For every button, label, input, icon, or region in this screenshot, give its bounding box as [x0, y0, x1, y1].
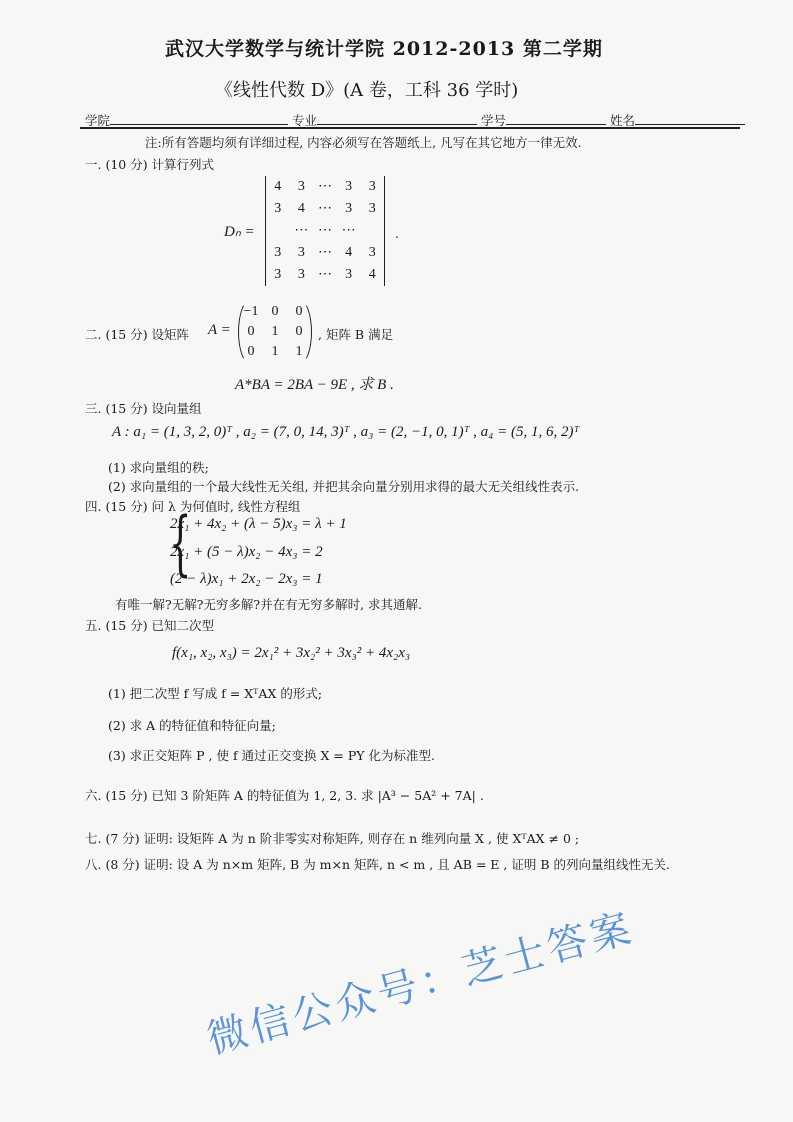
q4-eq2: 2x₁ + (5 − λ)x₂ − 4x₃ = 2	[170, 544, 323, 560]
q1-period: .	[395, 226, 399, 241]
field-major: 专业	[292, 113, 318, 128]
matrix-cell: 3	[297, 245, 305, 260]
matrix-cell: 4	[274, 179, 282, 194]
matrix-cell: 1	[295, 344, 303, 359]
q2-lhs: A =	[208, 322, 231, 338]
matrix-cell	[360, 220, 384, 242]
matrix-cell: 4	[368, 267, 376, 282]
q4-heading: 四. (15 分) 问 λ 为何值时, 线性方程组	[85, 499, 301, 514]
q1-heading: 一. (10 分) 计算行列式	[85, 157, 215, 172]
matrix-cell: 1	[271, 324, 279, 339]
field-id: 学号	[481, 113, 507, 128]
exam-note: 注:所有答题均须有详细过程, 内容必须写在答题纸上, 凡写在其它地方一律无效.	[145, 135, 582, 150]
q3-part1: (1) 求向量组的秩;	[108, 460, 209, 475]
matrix-cell: 3	[368, 201, 376, 216]
matrix-cell: 1	[271, 344, 279, 359]
matrix-cell: ⋯	[317, 245, 332, 260]
matrix-cell: 3	[345, 179, 353, 194]
q1-lhs: Dₙ =	[224, 224, 255, 240]
header-divider	[80, 127, 740, 129]
q6: 六. (15 分) 已知 3 阶矩阵 A 的特征值为 1, 2, 3. 求 |A³ − 5A² + 7A| .	[85, 788, 484, 803]
matrix-cell: ⋯	[317, 223, 332, 238]
matrix-cell: ⋯	[317, 179, 332, 194]
field-name: 姓名	[610, 113, 636, 128]
matrix-cell: ⋯	[294, 223, 309, 238]
q3-vectors: A : a₁ = (1, 3, 2, 0)ᵀ , a₂ = (7, 0, 14, 3)ᵀ , a₃ = (2, −1, 0, 1)ᵀ , a₄ = (5, 1, 6, 2)ᵀ	[112, 424, 580, 440]
matrix-cell: 0	[295, 304, 303, 319]
q5-part1: (1) 把二次型 f 写成 f = XᵀAX 的形式;	[108, 686, 323, 701]
matrix-cell: 0	[271, 304, 279, 319]
q4-question: 有唯一解?无解?无穷多解?并在有无穷多解时, 求其通解.	[115, 597, 423, 612]
matrix-a	[238, 300, 312, 364]
matrix-cell: 3	[274, 201, 282, 216]
q5-heading: 五. (15 分) 已知二次型	[85, 618, 215, 633]
q2-heading: 二. (15 分) 设矩阵	[85, 327, 190, 342]
matrix-cell: 4	[345, 245, 353, 260]
q4-eq3: (2 − λ)x₁ + 2x₂ − 2x₃ = 1	[170, 571, 323, 587]
matrix-cell: 3	[345, 201, 353, 216]
matrix-cell: 3	[368, 245, 376, 260]
q7: 七. (7 分) 证明: 设矩阵 A 为 n 阶非零实对称矩阵, 则存在 n 维列向量 X , 使 XᵀAX ≠ 0 ;	[85, 831, 580, 846]
field-college: 学院	[85, 113, 111, 128]
q8: 八. (8 分) 证明: 设 A 为 n×m 矩阵, B 为 m×n 矩阵, n < m , 且 AB = E , 证明 B 的列向量组线性无关.	[85, 857, 670, 872]
course-subtitle: 《线性代数 D》(A 卷，工科 36 学时)	[215, 80, 519, 101]
watermark: 微信公众号：芝士答案	[202, 904, 640, 1064]
q5-part2: (2) 求 A 的特征值和特征向量;	[108, 718, 276, 733]
matrix-cell: ⋯	[317, 267, 332, 282]
matrix-cell: 3	[274, 245, 282, 260]
system-brace: {	[169, 502, 192, 584]
q4-eq1: 2x₁ + 4x₂ + (λ − 5)x₃ = λ + 1	[170, 516, 347, 532]
q3-part2: (2) 求向量组的一个最大线性无关组, 并把其余向量分别用求得的最大无关组线性表示.	[108, 479, 580, 494]
matrix-cell: ⋯	[341, 223, 356, 238]
q5-part3: (3) 求正交矩阵 P , 使 f 通过正交变换 X = PY 化为标准型.	[108, 748, 435, 763]
matrix-cell: 3	[297, 179, 305, 194]
matrix-cell: ⋯	[317, 201, 332, 216]
matrix-cell: 3	[297, 267, 305, 282]
matrix-cell	[266, 220, 290, 242]
matrix-cell: 3	[274, 267, 282, 282]
determinant	[265, 176, 385, 286]
q5-quadratic-form: f(x₁, x₂, x₃) = 2x₁² + 3x₂² + 3x₃² + 4x₂x₃	[172, 645, 411, 661]
q3-heading: 三. (15 分) 设向量组	[85, 401, 202, 416]
q2-equation: A*BA = 2BA − 9E , 求 B .	[235, 377, 394, 393]
matrix-cell: 3	[368, 179, 376, 194]
matrix-cell: −1	[243, 304, 259, 319]
matrix-cell: 0	[295, 324, 303, 339]
q2-tail: , 矩阵 B 满足	[318, 327, 394, 342]
matrix-cell: 0	[247, 324, 255, 339]
matrix-cell: 4	[297, 201, 305, 216]
exam-title: 武汉大学数学与统计学院 2012-2013 第二学期	[165, 38, 603, 60]
matrix-cell: 3	[345, 267, 353, 282]
matrix-cell: 0	[247, 344, 255, 359]
